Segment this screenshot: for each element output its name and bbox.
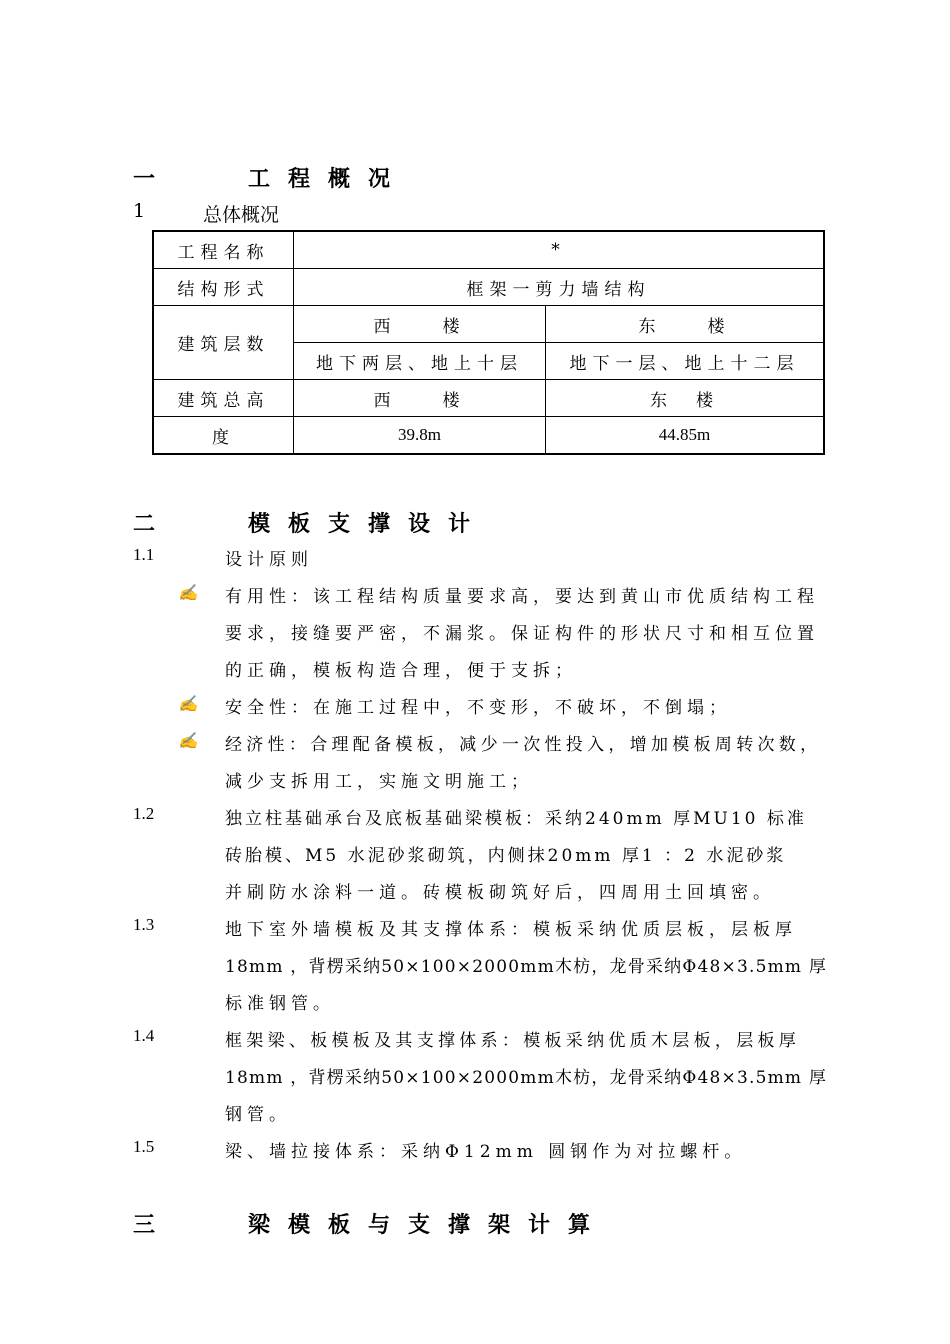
section-2-number: 二 bbox=[133, 511, 156, 537]
item-line: 框架梁、板模板及其支撑体系：模板采纳优质木层板，层板厚 bbox=[225, 1031, 801, 1051]
item-line: 经济性：合理配备模板，减少一次性投入，增加模板周转次数， bbox=[225, 735, 822, 755]
project-name-value: * bbox=[294, 231, 825, 269]
section-1-heading bbox=[133, 162, 733, 192]
item-number: 1.3 bbox=[133, 915, 155, 934]
west-building-label-2: 西 楼 bbox=[294, 380, 546, 417]
height-label-line-1: 建筑总高 bbox=[153, 380, 294, 417]
item-line: 18mm ，背楞采纳50×100×2000mm木枋，龙骨采纳Φ48×3.5mm 厚 bbox=[225, 957, 828, 977]
item-number: 1.4 bbox=[133, 1026, 155, 1045]
section-2-heading bbox=[133, 507, 783, 537]
table-row-floors-head bbox=[153, 306, 824, 343]
item-line: 钢管。 bbox=[225, 1105, 291, 1125]
section-1-number: 一 bbox=[133, 166, 156, 192]
item-line: 砖胎模、M5 水泥砂浆砌筑，内侧抹20mm 厚1 ：2 水泥砂浆 bbox=[225, 846, 787, 866]
structure-value: 框架一剪力墙结构 bbox=[294, 269, 825, 306]
item-line: 的正确，模板构造合理，便于支拆； bbox=[225, 661, 577, 681]
item-number: 1.1 bbox=[133, 545, 155, 564]
item-line: 减少支拆用工，实施文明施工； bbox=[225, 772, 533, 792]
table-row-height-values bbox=[153, 417, 824, 455]
section-2-title: 模板支撑设计 bbox=[248, 511, 489, 537]
pencil-bullet-icon: ✍ bbox=[178, 731, 198, 750]
item-line: 安全性：在施工过程中，不变形，不破坏，不倒塌； bbox=[225, 698, 731, 718]
section-3-heading bbox=[133, 1208, 833, 1238]
item-line: 有用性：该工程结构质量要求高，要达到黄山市优质结构工程 bbox=[225, 587, 819, 607]
item-line: 18mm ，背楞采纳50×100×2000mm木枋，龙骨采纳Φ48×3.5mm 厚 bbox=[225, 1068, 828, 1088]
east-height-value: 44.85m bbox=[546, 417, 825, 455]
section-3-number: 三 bbox=[133, 1212, 156, 1238]
item-number: 1.5 bbox=[133, 1137, 155, 1156]
table-row-height-head bbox=[153, 380, 824, 417]
structure-label: 结构形式 bbox=[153, 269, 294, 306]
section-3-title: 梁模板与支撑架计算 bbox=[248, 1212, 609, 1238]
item-line: 设计原则 bbox=[225, 550, 313, 570]
item-line: 标准钢管。 bbox=[225, 994, 335, 1014]
west-floors-value: 地下两层、地上十层 bbox=[294, 343, 546, 380]
item-number: 1.2 bbox=[133, 804, 155, 823]
table-row-name bbox=[153, 231, 824, 269]
overview-table bbox=[152, 230, 825, 455]
item-line: 地下室外墙模板及其支撑体系：模板采纳优质层板，层板厚 bbox=[225, 920, 797, 940]
table-row-structure bbox=[153, 269, 824, 306]
project-name-label: 工程名称 bbox=[153, 231, 294, 269]
section-1-title: 工程概况 bbox=[248, 166, 409, 192]
item-line: 并刷防水涂料一道。砖模板砌筑好后，四周用土回填密。 bbox=[225, 883, 775, 903]
item-line: 要求，接缝要严密，不漏浆。保证构件的形状尺寸和相互位置 bbox=[225, 624, 819, 644]
subsection-1-number: 1 bbox=[133, 200, 146, 222]
subsection-1-title: 总体概况 bbox=[203, 204, 280, 226]
west-building-label: 西 楼 bbox=[294, 306, 546, 343]
west-height-value: 39.8m bbox=[294, 417, 546, 455]
east-building-label-2: 东 楼 bbox=[546, 380, 825, 417]
east-floors-value: 地下一层、地上十二层 bbox=[546, 343, 825, 380]
east-building-label: 东 楼 bbox=[546, 306, 825, 343]
item-line: 梁、墙拉接体系：采纳Φ12mm 圆钢作为对拉螺杆。 bbox=[225, 1142, 747, 1162]
pencil-bullet-icon: ✍ bbox=[178, 694, 198, 713]
item-line: 独立柱基础承台及底板基础梁模板：采纳240mm 厚MU10 标准 bbox=[225, 809, 807, 829]
height-label-line-2: 度 bbox=[153, 417, 294, 455]
pencil-bullet-icon: ✍ bbox=[178, 583, 198, 602]
floors-label: 建筑层数 bbox=[153, 306, 294, 380]
